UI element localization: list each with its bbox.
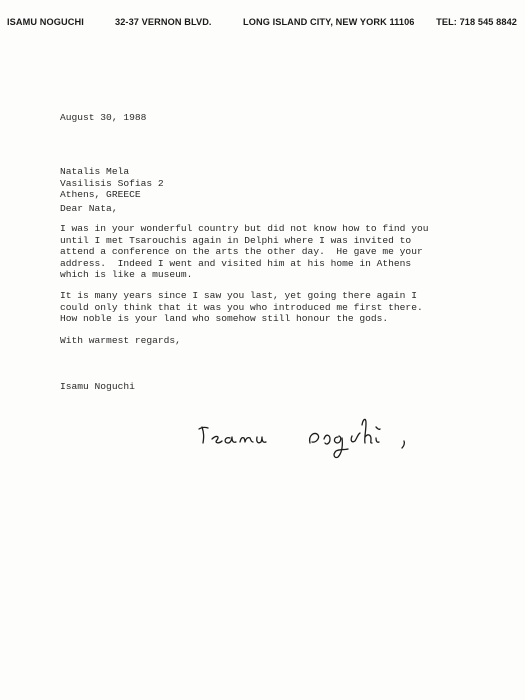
body-paragraph-1 xyxy=(60,223,428,281)
signer-name: Isamu Noguchi xyxy=(60,381,135,392)
handwritten-signature xyxy=(190,405,470,465)
salutation: Dear Nata, xyxy=(60,203,118,214)
paragraph-line: could only think that it was you who introduced me first there. xyxy=(60,301,423,313)
letterhead-street: 32-37 VERNON BLVD. xyxy=(115,17,212,27)
paragraph-line: It is many years since I saw you last, yet going there again I xyxy=(60,290,417,301)
recipient-city: Athens, GREECE xyxy=(60,189,141,201)
recipient-street: Vasilisis Sofias 2 xyxy=(60,177,164,189)
letterhead xyxy=(0,17,525,31)
recipient-name: Natalis Mela xyxy=(60,166,130,177)
closing: With warmest regards, xyxy=(60,335,181,346)
recipient-address xyxy=(60,166,164,201)
letterhead-city: LONG ISLAND CITY, NEW YORK 11106 xyxy=(243,17,415,27)
body-paragraph-2 xyxy=(60,290,423,325)
paragraph-line: attend a conference on the arts the other day. He gave me your xyxy=(60,246,423,258)
paragraph-line: until I met Tsarouchis again in Delphi where I was invited to xyxy=(60,234,412,246)
paragraph-line: How noble is your land who somehow still honour the gods. xyxy=(60,313,389,325)
paragraph-line: I was in your wonderful country but did not know how to find you xyxy=(60,223,429,234)
letter-date: August 30, 1988 xyxy=(60,112,147,123)
letterhead-name: ISAMU NOGUCHI xyxy=(7,17,84,27)
paragraph-line: address. Indeed I went and visited him at his home in Athens xyxy=(60,257,412,269)
paragraph-line: which is like a museum. xyxy=(60,269,193,281)
letterhead-telephone: TEL: 718 545 8842 xyxy=(436,17,517,27)
